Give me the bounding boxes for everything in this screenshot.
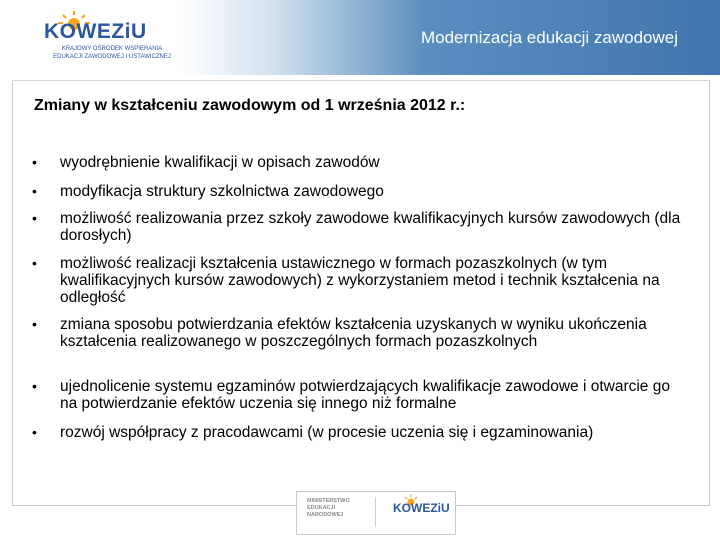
ministry-line: NARODOWEJ	[307, 512, 344, 518]
logo-subtitle-line: EDUKACJI ZAWODOWEJ I USTAWICZNEJ	[53, 53, 171, 60]
footer-kowezu-logo: KOWEZiU	[393, 501, 450, 515]
bullet-text: możliwość realizacji kształcenia ustawicznego w formach pozaszkolnych (w tym kwalifikacyjnych kursów zawodowych) z wykorzystaniem metod i technik kształcenia na odległość	[60, 255, 660, 306]
footer-divider	[375, 497, 376, 527]
bullet-text: wyodrębnienie kwalifikacji w opisach zawodów	[60, 154, 380, 171]
bullet-marker: •	[32, 210, 37, 226]
bullet-text: ujednolicenie systemu egzaminów potwierdzających kwalifikacje zawodowe i otwarcie go na potwierdzanie efektów uczenia się innego niż formalne	[60, 378, 670, 412]
ministry-line: MINISTERSTWO	[307, 498, 350, 504]
bullet-text: zmiana sposobu potwierdzania efektów kształcenia uzyskanych w wyniku ukończenia kształcenia realizowanego w poszczególnych formach pozaszkolnych	[60, 316, 647, 350]
main-heading: Zmiany w kształceniu zawodowym od 1 września 2012 r.:	[34, 97, 466, 114]
slide-title: Modernizacja edukacji zawodowej	[420, 28, 678, 47]
bullet-text: modyfikacja struktury szkolnictwa zawodowego	[60, 183, 384, 200]
logo-subtitle-line: KRAJOWY OŚRODEK WSPIERANIA	[61, 46, 163, 52]
bullet-marker: •	[32, 154, 37, 170]
ministry-logo	[307, 498, 369, 519]
bullet-marker: •	[32, 255, 37, 271]
bullet-text: rozwój współpracy z pracodawcami (w procesie uczenia się i egzaminowania)	[60, 424, 594, 441]
logo-wordmark: KOWEZiU	[44, 20, 147, 43]
ministry-line: EDUKACJI	[307, 505, 336, 511]
bullet-text: możliwość realizowania przez szkoły zawodowe kwalifikacyjnych kursów zawodowych (dla dorosłych)	[60, 210, 681, 244]
bullet-marker: •	[32, 424, 37, 440]
footer-logos	[296, 491, 456, 535]
bullet-marker: •	[32, 316, 37, 332]
bullet-marker: •	[32, 378, 37, 394]
bullet-marker: •	[32, 183, 37, 199]
